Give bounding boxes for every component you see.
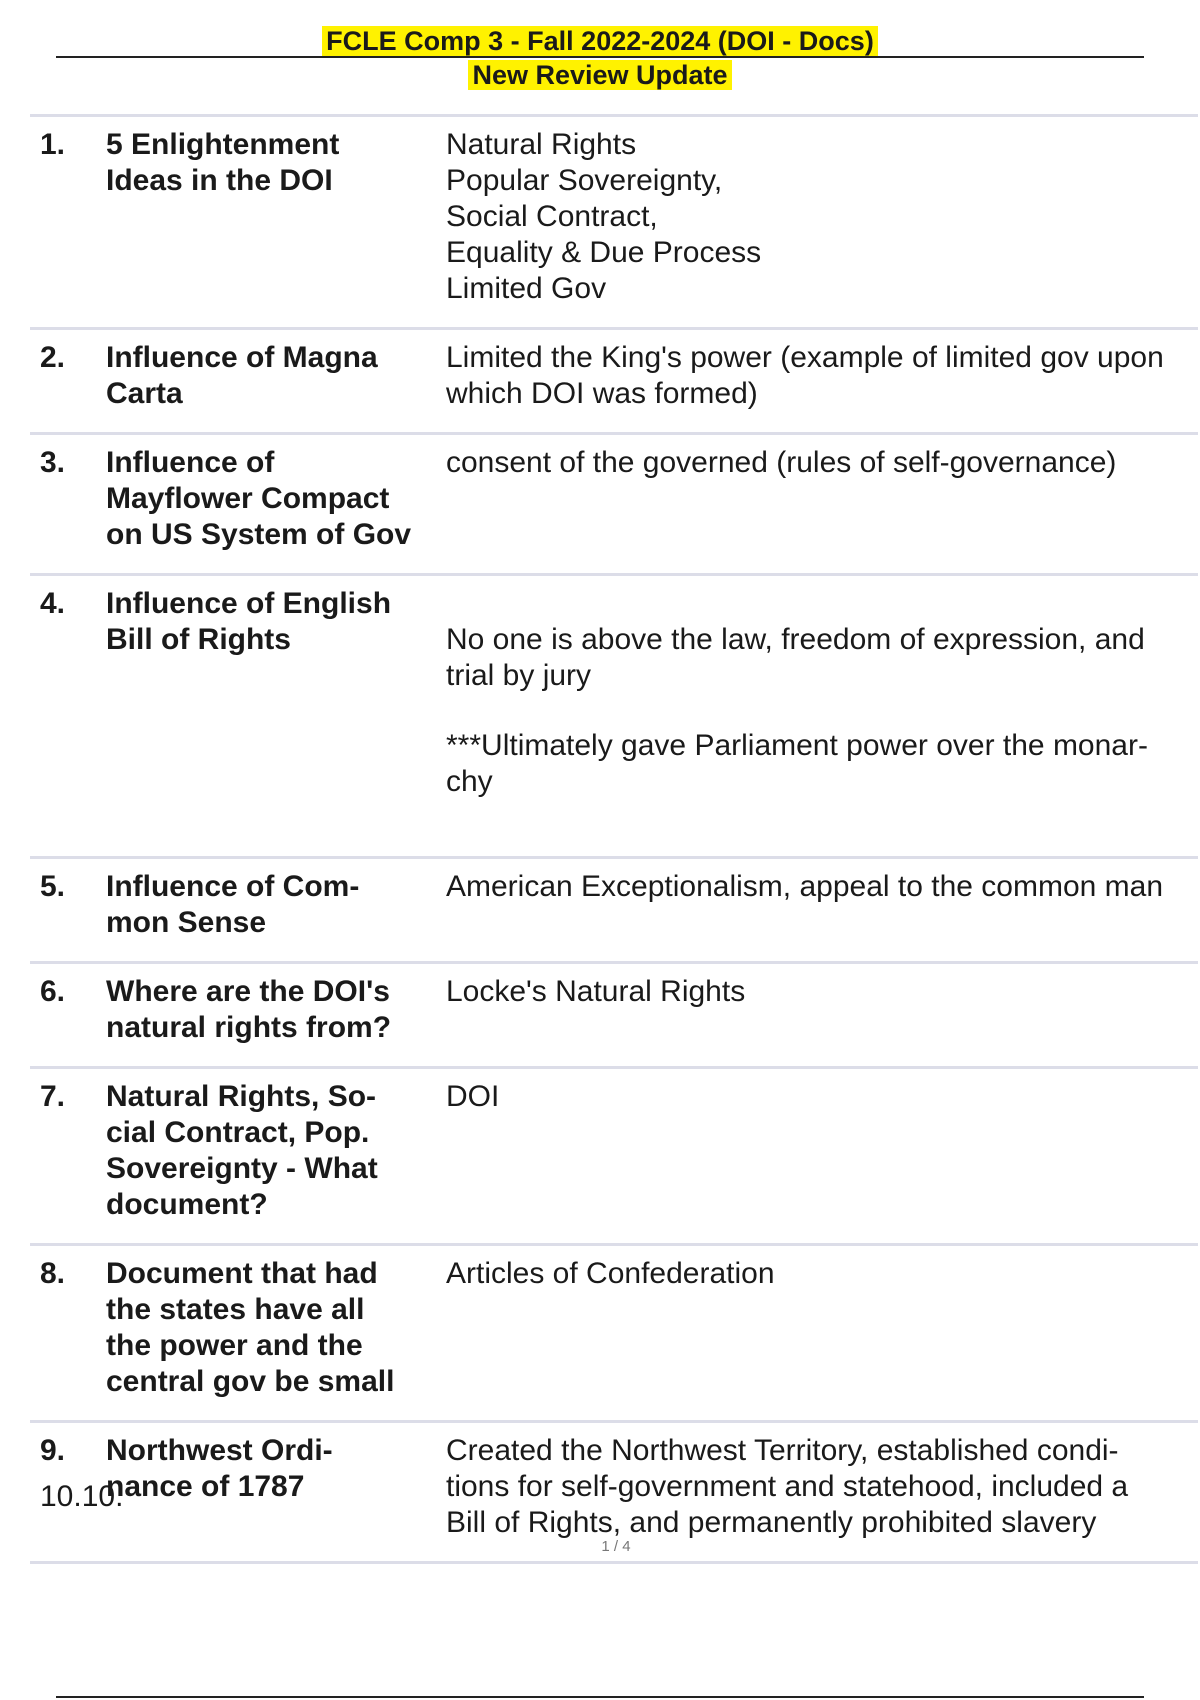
item-number: 4. — [40, 587, 66, 620]
item-number: 2. — [40, 341, 66, 374]
item-number: 9. — [40, 1434, 66, 1467]
item-definition: Limited the King's power (example of limited gov upon which DOI was formed) — [446, 341, 1164, 410]
table-row — [30, 434, 1198, 575]
item-definition: Created the Northwest Territory, established condi- tions for self-government and statehood, included a Bill of Rights, and permanently prohibited slavery — [446, 1434, 1129, 1539]
item-term: Northwest Ordi- nance of 1787 — [106, 1434, 333, 1503]
item-note: ***Ultimately gave Parliament power over the monar- chy — [446, 729, 1148, 798]
review-table — [30, 114, 1198, 1564]
table-row — [30, 963, 1198, 1068]
table-row — [30, 329, 1198, 434]
item-number: 8. — [40, 1257, 66, 1290]
page-indicator: 1 / 4 — [601, 1538, 631, 1555]
item-definition: consent of the governed (rules of self-governance) — [446, 446, 1117, 479]
table-row — [30, 575, 1198, 858]
item-term: Influence of Mayflower Compact on US System of Gov — [106, 446, 412, 551]
item-term: 5 Enlightenment Ideas in the DOI — [106, 128, 340, 197]
item-definition: Locke's Natural Rights — [446, 975, 746, 1008]
document-subtitle: New Review Update — [468, 60, 731, 90]
item-term: Natural Rights, So- cial Contract, Pop. Sovereignty - What document? — [106, 1080, 378, 1221]
document-title: FCLE Comp 3 - Fall 2022-2024 (DOI - Docs) — [322, 26, 878, 56]
item-term: Document that had the states have all the power and the central gov be small — [106, 1257, 395, 1398]
table-row — [30, 1245, 1198, 1422]
trailing-item-number: 10.10. — [40, 1480, 124, 1513]
footer-rule — [56, 1696, 1144, 1698]
table-row — [30, 858, 1198, 963]
item-number: 6. — [40, 975, 66, 1008]
item-number: 7. — [40, 1080, 66, 1113]
document-header — [56, 24, 1144, 94]
item-term: Influence of Com- mon Sense — [106, 870, 360, 939]
item-definition-cell — [446, 575, 1198, 858]
item-definition: Natural Rights Popular Sovereignty, Social Contract, Equality & Due Process Limited Gov — [446, 128, 762, 305]
item-number: 5. — [40, 870, 66, 903]
table-row — [30, 1068, 1198, 1245]
item-number: 3. — [40, 446, 66, 479]
item-definition: DOI — [446, 1080, 500, 1113]
item-definition: Articles of Confederation — [446, 1257, 775, 1290]
item-number: 1. — [40, 128, 66, 161]
item-definition: American Exceptionalism, appeal to the common man — [446, 870, 1164, 903]
item-term: Where are the DOI's natural rights from? — [106, 975, 392, 1044]
item-definition: No one is above the law, freedom of expression, and trial by jury — [446, 623, 1145, 692]
item-term: Influence of English Bill of Rights — [106, 587, 392, 656]
item-term: Influence of Magna Carta — [106, 341, 378, 410]
table-row — [30, 116, 1198, 329]
